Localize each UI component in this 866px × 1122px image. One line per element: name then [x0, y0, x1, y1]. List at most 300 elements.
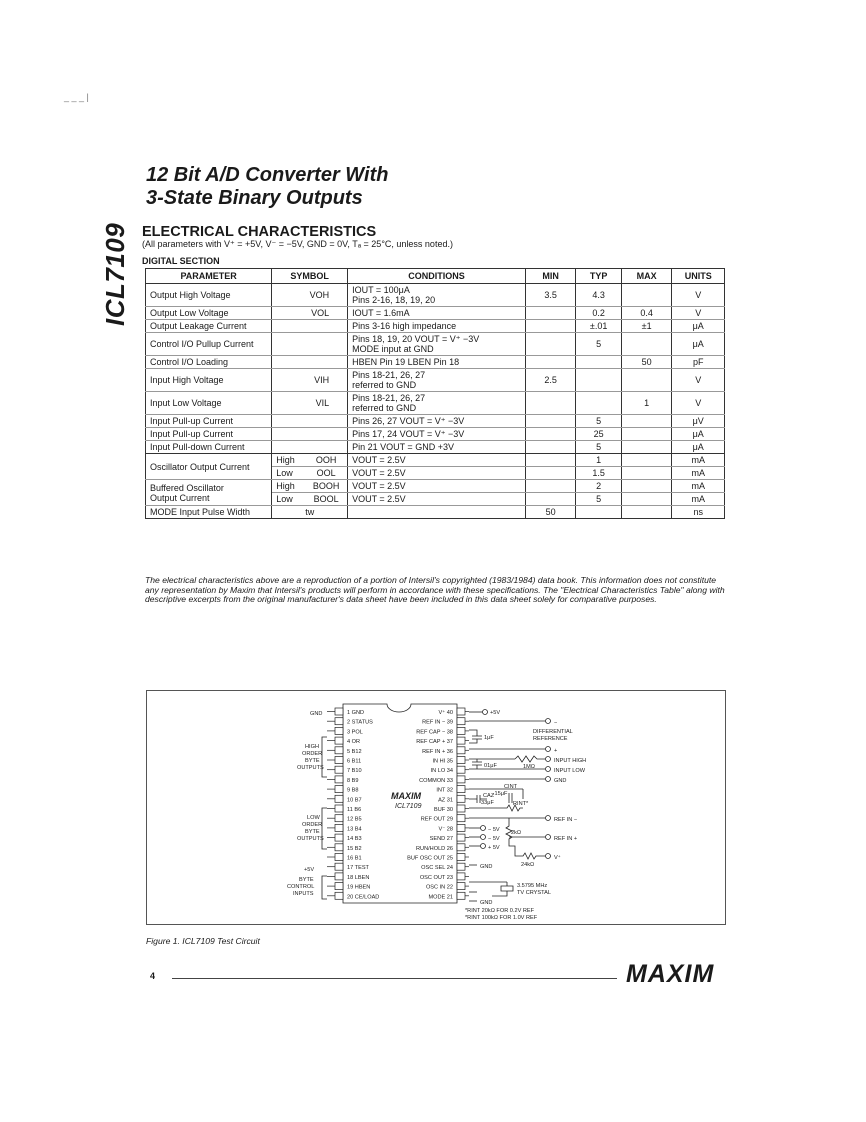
footer-logo: MAXIM — [626, 960, 715, 988]
cell-symbol — [272, 356, 348, 369]
byte-control-label-1: BYTE — [299, 877, 314, 883]
cell-conditions — [348, 284, 526, 307]
cell-max — [621, 369, 672, 392]
right-pin-label: RUN/HOLD 26 — [416, 845, 453, 852]
right-pin-label: REF OUT 29 — [420, 816, 453, 823]
cell-min: 50 — [525, 506, 576, 519]
cell-units: mA — [672, 467, 725, 480]
left-pin-label: 9 B8 — [347, 787, 359, 794]
right-pin-box — [457, 757, 465, 764]
left-pin-box — [335, 805, 343, 812]
right-pin-box — [457, 795, 465, 802]
left-pin-box — [335, 776, 343, 783]
cell-symbol: VIL — [272, 392, 348, 415]
low-order-label-1: LOW — [307, 815, 320, 821]
ref-in-plus-label: REF IN + — [554, 836, 578, 842]
cell-min — [525, 493, 576, 506]
cell-units: V — [672, 369, 725, 392]
cell-min: 3.5 — [525, 284, 576, 307]
rint-note-1: *RINT 20kΩ FOR 0.2V REF — [465, 908, 535, 914]
cell-typ — [576, 506, 621, 519]
chip-logo: MAXIM — [391, 791, 421, 801]
gnd-label: GND — [310, 711, 323, 717]
caz-label: CAZ — [483, 793, 495, 799]
high-order-label-4: OUTPUTS — [297, 765, 324, 771]
right-pin-label: V⁻ 28 — [438, 826, 453, 833]
right-pin-box — [457, 727, 465, 734]
left-pin-box — [335, 757, 343, 764]
table-row — [146, 428, 725, 441]
ref-in-minus-terminal — [546, 816, 551, 821]
cell-typ — [576, 356, 621, 369]
high-order-label-1: HIGH — [305, 744, 319, 750]
right-pin-box — [457, 863, 465, 870]
condition-line-1: IOUT = 1.6mA — [352, 308, 410, 318]
side-part-number — [96, 222, 128, 332]
right-pin-box — [457, 776, 465, 783]
minus5v-label: − 5V — [488, 827, 500, 833]
left-pin-label: 16 B1 — [347, 855, 362, 862]
cell-conditions: VOUT = 2.5V — [348, 480, 526, 493]
cap-01uf-label: 01μF — [484, 763, 497, 769]
cell-typ — [576, 392, 621, 415]
cell-max — [621, 467, 672, 480]
cell-parameter-line-2: Output Current — [150, 492, 210, 503]
cell-min — [525, 320, 576, 333]
cell-typ: 4.3 — [576, 284, 621, 307]
crystal-freq-label: 3.5795 MHz — [517, 883, 548, 889]
cell-symbol — [272, 333, 348, 356]
cell-max: 1 — [621, 392, 672, 415]
crystal-type-label: TV CRYSTAL — [517, 890, 551, 896]
diff-ref-label-1: DIFFERENTIAL — [533, 729, 573, 735]
cell-symbol: VOL — [272, 307, 348, 320]
cell-units: V — [672, 392, 725, 415]
cell-symbol: OOH — [305, 454, 347, 467]
diff-ref-minus-terminal — [546, 719, 551, 724]
left-pin-label: 20 CE/LOAD — [347, 894, 380, 901]
table-row — [146, 307, 725, 320]
right-pin-box — [457, 805, 465, 812]
cell-max — [621, 480, 672, 493]
cell-units: μA — [672, 320, 725, 333]
send-terminal — [481, 835, 486, 840]
high-order-label-2: ORDER — [302, 751, 323, 757]
left-pin-label: 4 OR — [347, 739, 361, 746]
right-pin-label: IN LO 34 — [430, 768, 453, 775]
condition-line-1: Pins 26, 27 VOUT = V⁺ −3V — [352, 416, 465, 426]
cell-typ: 25 — [576, 428, 621, 441]
left-pin-label: 18 LBEN — [347, 874, 370, 881]
table-row — [146, 356, 725, 369]
condition-line-1: Pin 21 VOUT = GND +3V — [352, 442, 454, 452]
vplus-right-label: V⁺ — [554, 855, 561, 861]
right-pin-label: BUF OSC OUT 25 — [407, 855, 453, 862]
section-note: (All parameters with V⁺ = +5V, V⁻ = −5V, GND = 0V, Tₐ = 25°C, unless noted.) — [142, 239, 453, 249]
left-pin-label: 17 TEST — [347, 865, 369, 872]
r2k-label: 2kΩ — [511, 830, 522, 836]
left-pin-box — [335, 873, 343, 880]
cint-capacitor — [509, 793, 512, 803]
cell-typ: 5 — [576, 441, 621, 454]
cell-min — [525, 467, 576, 480]
cell-units: μA — [672, 333, 725, 356]
left-pin-label: 12 B5 — [347, 816, 362, 823]
gnd-osc-label: GND — [480, 864, 493, 870]
right-pin-label: REF CAP + 37 — [416, 739, 453, 746]
cell-level: High — [272, 454, 305, 467]
cell-parameter — [146, 480, 272, 506]
cell-max — [621, 493, 672, 506]
header-symbol: SYMBOL — [272, 269, 348, 284]
byte-control-label-3: INPUTS — [293, 891, 314, 897]
cell-max — [621, 333, 672, 356]
crystal-symbol — [492, 882, 513, 896]
cell-units: ns — [672, 506, 725, 519]
cell-min — [525, 454, 576, 467]
caz-value-label: 33μF — [481, 800, 494, 806]
cell-parameter: Output High Voltage — [146, 284, 272, 307]
left-pin-box — [335, 854, 343, 861]
header-parameter: PARAMETER — [146, 269, 272, 284]
condition-line-1: HBEN Pin 19 LBEN Pin 18 — [352, 357, 460, 367]
table-row — [146, 284, 725, 307]
cell-conditions — [348, 428, 526, 441]
cell-max — [621, 441, 672, 454]
high-order-bracket — [322, 737, 327, 777]
table-row — [146, 480, 725, 493]
cell-units: mA — [672, 493, 725, 506]
test-circuit-diagram — [147, 691, 725, 924]
ref-divider-resistors — [506, 818, 545, 859]
cell-level: Low — [272, 467, 305, 480]
cell-min — [525, 428, 576, 441]
cell-conditions — [348, 369, 526, 392]
cell-min — [525, 415, 576, 428]
gnd-right-label: GND — [554, 778, 567, 784]
cell-units: μV — [672, 415, 725, 428]
cell-units: μA — [672, 428, 725, 441]
cell-typ: 5 — [576, 333, 621, 356]
right-pin-label: OSC IN 22 — [425, 884, 453, 891]
cell-parameter: Oscillator Output Current — [146, 454, 272, 480]
left-pin-label: 10 B7 — [347, 797, 362, 804]
page-number: 4 — [150, 971, 156, 981]
right-pin-label: OSC OUT 23 — [419, 874, 453, 881]
byte-control-bracket — [322, 876, 327, 899]
cell-typ: 5 — [576, 415, 621, 428]
cell-parameter: MODE Input Pulse Width — [146, 506, 272, 519]
right-pin-box — [457, 815, 465, 822]
gnd-terminal — [546, 777, 551, 782]
table-row — [146, 392, 725, 415]
cell-max: ±1 — [621, 320, 672, 333]
header-max: MAX — [621, 269, 672, 284]
left-pin-label: 8 B9 — [347, 777, 359, 784]
left-pin-label: 19 HBEN — [347, 884, 371, 891]
table-row — [146, 506, 725, 519]
ref-in-plus-terminal — [546, 835, 551, 840]
header-conditions: CONDITIONS — [348, 269, 526, 284]
cell-min — [525, 441, 576, 454]
condition-line-2: referred to GND — [352, 403, 417, 413]
cell-typ: 2 — [576, 480, 621, 493]
diff-ref-plus-terminal — [546, 747, 551, 752]
right-pin-label: COMMON 33 — [419, 777, 453, 784]
right-pin-label: AZ 31 — [438, 797, 453, 804]
cell-parameter: Input Low Voltage — [146, 392, 272, 415]
right-pin-box — [457, 737, 465, 744]
page-title — [146, 164, 388, 210]
right-pin-box — [457, 834, 465, 841]
cell-parameter: Control I/O Loading — [146, 356, 272, 369]
left-pin-label: 7 B10 — [347, 768, 362, 775]
cell-symbol: OOL — [305, 467, 347, 480]
cell-units: V — [672, 284, 725, 307]
cell-max: 50 — [621, 356, 672, 369]
cell-typ: ±.01 — [576, 320, 621, 333]
diff-ref-label-2: REFERENCE — [533, 736, 568, 742]
title-line-1: 12 Bit A/D Converter With — [146, 164, 389, 186]
cell-typ: 1.5 — [576, 467, 621, 480]
left-pin-box — [335, 766, 343, 773]
left-pin-label: 15 B2 — [347, 845, 362, 852]
ref-in-minus-label: REF IN − — [554, 817, 578, 823]
condition-line-1: IOUT = 100μA — [352, 285, 410, 295]
cell-conditions — [348, 356, 526, 369]
condition-line-1: Pins 18-21, 26, 27 — [352, 370, 426, 380]
condition-line-1: Pins 17, 24 VOUT = V⁺ −3V — [352, 429, 465, 439]
test-circuit-figure — [146, 690, 726, 925]
vplus-right-terminal — [546, 854, 551, 859]
corner-mark: _ _ _ | — [64, 92, 89, 102]
cell-conditions — [348, 320, 526, 333]
cell-min — [525, 480, 576, 493]
cell-symbol: BOOL — [305, 493, 347, 506]
cell-symbol — [272, 415, 348, 428]
input-low-terminal — [546, 767, 551, 772]
left-pin-box — [335, 708, 343, 715]
cell-parameter: Input Pull-up Current — [146, 428, 272, 441]
table-row — [146, 333, 725, 356]
right-pin-box — [457, 854, 465, 861]
low-order-bracket — [322, 808, 327, 849]
plus5v-left-label: +5V — [304, 867, 315, 873]
cell-min — [525, 307, 576, 320]
cap-1uf-label: 1μF — [484, 735, 494, 741]
right-pin-label: REF IN + 36 — [422, 748, 453, 755]
input-capacitor — [472, 759, 482, 769]
cell-typ: 0.2 — [576, 307, 621, 320]
cell-max — [621, 284, 672, 307]
cell-conditions — [348, 333, 526, 356]
cell-conditions — [348, 506, 526, 519]
footer-rule — [172, 978, 617, 979]
electrical-characteristics-table — [145, 268, 725, 519]
table-row — [146, 320, 725, 333]
v-plus5-label: + 5V — [488, 845, 500, 851]
left-pin-label: 3 POL — [347, 729, 363, 736]
table-row — [146, 454, 725, 467]
cell-conditions: VOUT = 2.5V — [348, 493, 526, 506]
cell-parameter: Output Low Voltage — [146, 307, 272, 320]
cell-units: mA — [672, 454, 725, 467]
right-pin-label: REF IN − 39 — [422, 719, 453, 726]
condition-line-1: Pins 18, 19, 20 VOUT = V⁺ −3V — [352, 334, 480, 344]
right-pin-label: MODE 21 — [428, 894, 453, 901]
right-pin-box — [457, 786, 465, 793]
vplus-terminal — [483, 710, 488, 715]
cell-min — [525, 392, 576, 415]
condition-line-1: Pins 18-21, 26, 27 — [352, 393, 426, 403]
byte-control-label-2: CONTROL — [287, 884, 315, 890]
cell-max — [621, 506, 672, 519]
cell-symbol: tw — [272, 506, 348, 519]
left-pin-box — [335, 863, 343, 870]
cell-min: 2.5 — [525, 369, 576, 392]
ref-cap-capacitor — [469, 730, 482, 743]
right-pin-label: IN HI 35 — [432, 758, 453, 765]
condition-line-2: Pins 2-16, 18, 19, 20 — [352, 295, 436, 305]
low-order-label-2: ORDER — [302, 822, 323, 828]
left-pin-box — [335, 718, 343, 725]
condition-line-2: MODE input at GND — [352, 344, 434, 354]
run-hold-terminal — [481, 844, 486, 849]
subsection-heading: DIGITAL SECTION — [142, 256, 220, 266]
cell-level: Low — [272, 493, 305, 506]
gnd-mode-label: GND — [480, 900, 493, 906]
right-pin-box — [457, 708, 465, 715]
left-pin-box — [335, 786, 343, 793]
cell-max — [621, 415, 672, 428]
cell-symbol: BOOH — [305, 480, 347, 493]
cell-units: μA — [672, 441, 725, 454]
rint-note-2: *RINT 100kΩ FOR 1.0V REF — [465, 915, 538, 921]
cell-units: V — [672, 307, 725, 320]
chip-part-number: ICL7109 — [395, 803, 422, 810]
cell-max — [621, 454, 672, 467]
right-pin-label: BUF 30 — [434, 807, 453, 813]
header-units: UNITS — [672, 269, 725, 284]
side-part-number-text: ICL7109 — [100, 222, 130, 326]
input-high-label: INPUT HIGH — [554, 758, 587, 764]
left-pin-label: 6 B11 — [347, 758, 362, 765]
cell-symbol — [272, 428, 348, 441]
right-pin-box — [457, 766, 465, 773]
v-minus5-label: − 5V — [488, 836, 500, 842]
left-pin-box — [335, 737, 343, 744]
right-pin-label: INT 32 — [436, 787, 453, 794]
left-pin-box — [335, 834, 343, 841]
cell-typ: 5 — [576, 493, 621, 506]
input-high-terminal — [546, 757, 551, 762]
right-pin-box — [457, 883, 465, 890]
cell-min — [525, 356, 576, 369]
table-row — [146, 441, 725, 454]
header-min: MIN — [525, 269, 576, 284]
cell-parameter: Control I/O Pullup Current — [146, 333, 272, 356]
cell-symbol — [272, 441, 348, 454]
vminus-terminal — [481, 826, 486, 831]
figure-caption: Figure 1. ICL7109 Test Circuit — [146, 936, 260, 946]
left-pin-box — [335, 824, 343, 831]
r24k-label: 24kΩ — [521, 862, 535, 868]
cell-conditions: VOUT = 2.5V — [348, 454, 526, 467]
right-pin-label: V⁺ 40 — [438, 710, 453, 716]
res-1m-label: 1MΩ — [523, 764, 535, 770]
right-pin-label: OSC SEL 24 — [421, 865, 453, 872]
table-row — [146, 415, 725, 428]
left-pin-box — [335, 844, 343, 851]
cell-parameter-line-1: Buffered Oscillator — [150, 482, 224, 493]
input-resistor — [515, 756, 545, 762]
table-row — [146, 369, 725, 392]
right-pin-box — [457, 824, 465, 831]
left-pin-label: 11 B6 — [347, 807, 362, 813]
cell-conditions — [348, 415, 526, 428]
low-order-label-3: BYTE — [305, 829, 320, 835]
table-header-row — [146, 269, 725, 284]
cell-typ — [576, 369, 621, 392]
left-pin-label: 14 B3 — [347, 836, 362, 843]
right-pin-label: REF CAP − 38 — [416, 729, 453, 736]
right-pin-box — [457, 747, 465, 754]
low-order-label-4: OUTPUTS — [297, 836, 324, 842]
cint-value-label: .15μF — [493, 791, 508, 797]
cell-conditions: VOUT = 2.5V — [348, 467, 526, 480]
left-pin-box — [335, 883, 343, 890]
cell-typ: 1 — [576, 454, 621, 467]
right-pin-box — [457, 718, 465, 725]
right-pin-label: SEND 27 — [429, 836, 453, 843]
left-pin-label: 1 GND — [347, 710, 365, 716]
input-low-label: INPUT LOW — [554, 768, 585, 774]
high-order-label-3: BYTE — [305, 758, 320, 764]
right-pin-box — [457, 873, 465, 880]
left-pin-label: 2 STATUS — [347, 719, 373, 726]
cell-min — [525, 333, 576, 356]
cell-parameter: Output Leakage Current — [146, 320, 272, 333]
left-pin-label: 13 B4 — [347, 826, 362, 833]
cell-max: 0.4 — [621, 307, 672, 320]
condition-line-2: referred to GND — [352, 380, 417, 390]
cell-parameter: Input High Voltage — [146, 369, 272, 392]
cell-conditions — [348, 392, 526, 415]
left-pin-box — [335, 747, 343, 754]
left-pin-box — [335, 727, 343, 734]
rint-label: RINT* — [513, 801, 529, 807]
title-line-2: 3-State Binary Outputs — [146, 187, 363, 209]
cell-conditions — [348, 441, 526, 454]
left-pin-box — [335, 815, 343, 822]
cell-units: pF — [672, 356, 725, 369]
cell-symbol — [272, 320, 348, 333]
right-pin-box — [457, 844, 465, 851]
diff-minus-label: − — [554, 720, 558, 726]
cell-units: mA — [672, 480, 725, 493]
disclaimer-text: The electrical characteristics above are a reproduction of a portion of Intersil's copyrighted (1983/1984) data book. This information does not constitute any representation by Maxim that Intersil's products will perform in accordance with these specifications. The "Electrical Characteristics Table" along with descriptive excerpts from the original manufacturer's data sheet have been included in this data sheet solely for comparative purposes. — [145, 575, 725, 605]
plus5v-label: +5V — [490, 710, 501, 716]
section-heading: ELECTRICAL CHARACTERISTICS — [142, 224, 377, 240]
cell-symbol: VIH — [272, 369, 348, 392]
left-pin-box — [335, 892, 343, 899]
condition-line-1: Pins 3-16 high impedance — [352, 321, 457, 331]
cell-level: High — [272, 480, 305, 493]
left-pin-box — [335, 795, 343, 802]
cell-conditions — [348, 307, 526, 320]
cell-parameter: Input Pull-down Current — [146, 441, 272, 454]
cint-label: CINT — [504, 784, 518, 790]
